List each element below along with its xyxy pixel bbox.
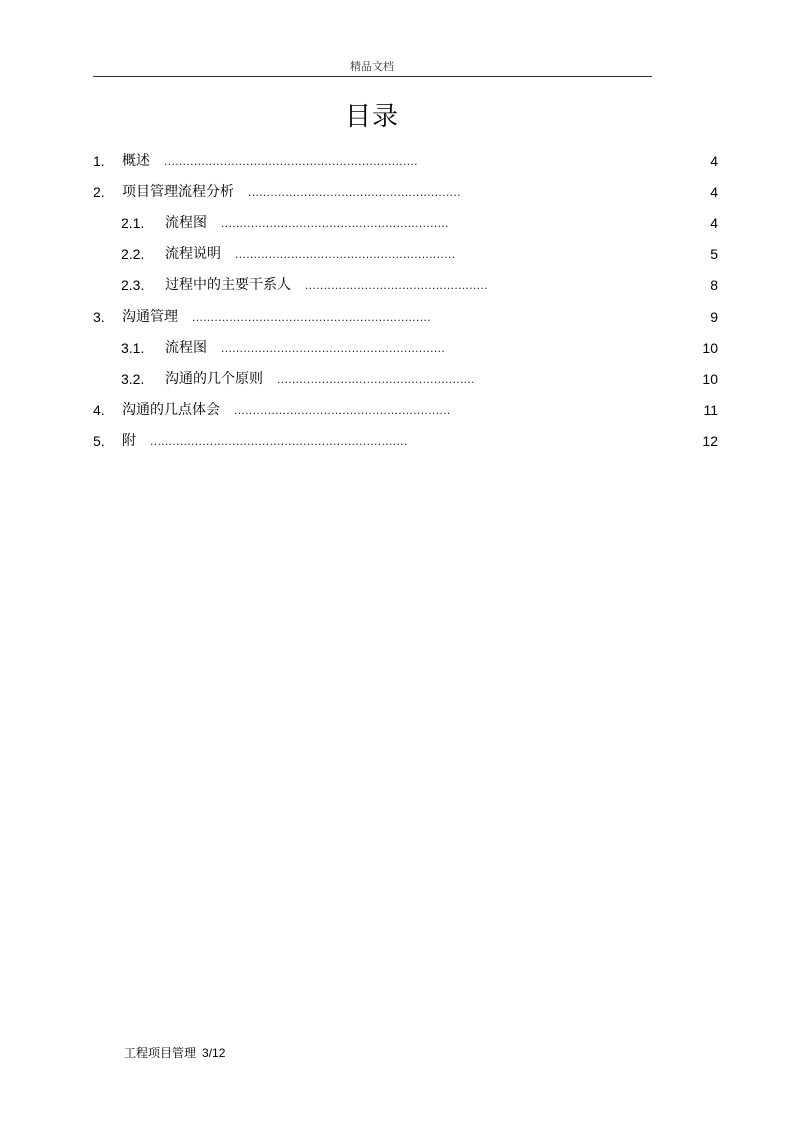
toc-entry-text — [122, 151, 418, 171]
toc-entry[interactable] — [0, 338, 794, 358]
toc-entry-text — [122, 431, 408, 451]
toc-entry-number: 2.3. — [121, 277, 145, 293]
toc-entry-label: 附 — [122, 433, 136, 449]
toc-entry[interactable] — [0, 307, 794, 327]
toc-entry-number: 3.2. — [121, 371, 145, 387]
toc-entry-text — [165, 244, 455, 264]
page-footer — [124, 1044, 225, 1061]
header-title: 精品文档 — [350, 60, 394, 73]
toc-entry-text — [165, 369, 475, 389]
toc-entry-page: 10 — [702, 340, 718, 356]
toc-entry-number: 3. — [93, 309, 105, 325]
toc-entry-number: 1. — [93, 153, 105, 169]
toc-entry[interactable] — [0, 400, 794, 420]
toc-entry-number: 2.1. — [121, 215, 145, 231]
toc-entry-label: 流程说明 — [165, 246, 221, 262]
toc-entry[interactable] — [0, 244, 794, 264]
toc-entry-leader: .......................................................... — [234, 403, 451, 417]
toc-entry-number: 5. — [93, 433, 105, 449]
toc-entry[interactable] — [0, 431, 794, 451]
toc-entry-page: 4 — [710, 215, 718, 231]
toc-title: 目录 — [344, 102, 399, 132]
footer-page-number: 3/12 — [202, 1046, 226, 1060]
toc-entry-leader: .................................................................... — [164, 154, 418, 168]
toc-entry-label: 项目管理流程分析 — [122, 184, 234, 200]
toc-entry[interactable] — [0, 275, 794, 295]
toc-entry-leader: ..................................................................... — [150, 434, 408, 448]
toc-entry-number: 2. — [93, 184, 105, 200]
toc-entry-number: 2.2. — [121, 246, 145, 262]
toc-entry-leader: ................................................................ — [192, 310, 431, 324]
toc-entry-leader: ........................................................... — [235, 247, 456, 261]
toc-entry-label: 沟通的几点体会 — [122, 402, 220, 418]
toc-entry-label: 沟通管理 — [122, 309, 178, 325]
toc-entry-leader: ......................................................... — [248, 185, 461, 199]
toc-entry-leader: ............................................................ — [221, 341, 446, 355]
toc-entry-page: 11 — [703, 402, 718, 418]
toc-entry-number: 4. — [93, 402, 105, 418]
toc-entry-label: 沟通的几个原则 — [165, 371, 263, 387]
toc-entry-page: 9 — [710, 309, 718, 325]
toc-entry-text — [122, 307, 431, 327]
footer-doc-title: 工程项目管理 — [124, 1046, 197, 1060]
toc-entry[interactable] — [0, 182, 794, 202]
toc-entry-label: 流程图 — [165, 340, 207, 356]
toc-entry-text — [165, 275, 488, 295]
toc-entry[interactable] — [0, 213, 794, 233]
toc-entry-page: 4 — [710, 153, 718, 169]
toc-entry-page: 5 — [710, 246, 718, 262]
toc-entry-label: 流程图 — [165, 215, 207, 231]
toc-entry-number: 3.1. — [121, 340, 145, 356]
toc-entry-page: 10 — [702, 371, 718, 387]
toc-entry-text — [122, 400, 451, 420]
toc-entry-leader: ............................................................. — [221, 216, 449, 230]
toc-entry[interactable] — [0, 369, 794, 389]
toc-entry-label: 概述 — [122, 153, 150, 169]
toc-entry-text — [165, 213, 449, 233]
toc-entry-text — [165, 338, 445, 358]
toc-entry-label: 过程中的主要干系人 — [165, 277, 291, 293]
toc-entry-page: 4 — [710, 184, 718, 200]
toc-entry[interactable] — [0, 151, 794, 171]
toc-entry-leader: ..................................................... — [277, 372, 475, 386]
toc-entry-text — [122, 182, 461, 202]
toc-entry-page: 12 — [702, 433, 718, 449]
header-divider — [93, 76, 652, 77]
toc-entry-page: 8 — [710, 277, 718, 293]
toc-entry-leader: ................................................. — [305, 278, 488, 292]
